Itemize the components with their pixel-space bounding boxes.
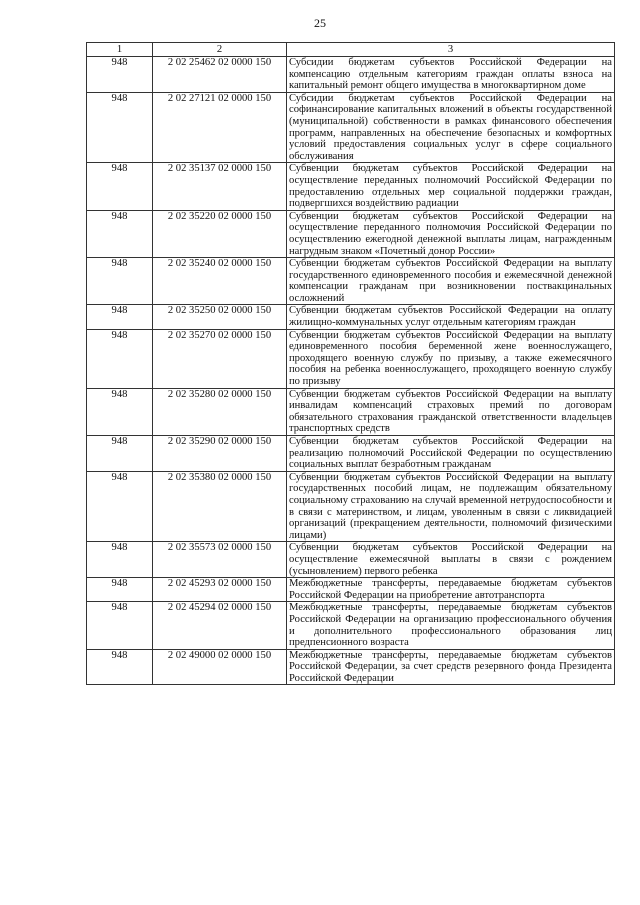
admin-code-cell: 948 bbox=[87, 92, 153, 163]
budget-code-cell: 2 02 35220 02 0000 150 bbox=[153, 210, 287, 257]
admin-code-cell: 948 bbox=[87, 471, 153, 542]
budget-code-cell: 2 02 35573 02 0000 150 bbox=[153, 542, 287, 578]
table-row bbox=[87, 471, 615, 542]
revenue-name-cell: Межбюджетные трансферты, передаваемые бюджетам субъектов Российской Федерации на приобретение автотранспорта bbox=[287, 578, 615, 602]
admin-code-cell: 948 bbox=[87, 436, 153, 472]
admin-code-cell: 948 bbox=[87, 578, 153, 602]
revenue-name-cell: Субвенции бюджетам субъектов Российской Федерации на выплату единовременного пособия беременной жене военнослужащего, проходящего военную службу по призыву, а также ежемесячного пособия на ребенка военнослужащего, проходящего военную службу по призыву bbox=[287, 329, 615, 388]
admin-code-cell: 948 bbox=[87, 649, 153, 685]
revenue-name-cell: Межбюджетные трансферты, передаваемые бюджетам субъектов Российской Федерации на организацию профессионального обучения и дополнительного профессионального образования лиц предпенсионного возраста bbox=[287, 602, 615, 649]
revenue-name-cell: Субвенции бюджетам субъектов Российской Федерации на выплату государственного единовременного пособия и ежемесячной денежной компенсации гражданам при возникновении поствакцинальных осложнений bbox=[287, 258, 615, 305]
budget-code-cell: 2 02 27121 02 0000 150 bbox=[153, 92, 287, 163]
revenue-name-cell: Субвенции бюджетам субъектов Российской Федерации на реализацию полномочий Российской Федерации по осуществлению социальных выплат безработным гражданам bbox=[287, 436, 615, 472]
revenue-name-cell: Субвенции бюджетам субъектов Российской Федерации на осуществление ежемесячной выплаты в связи с рождением (усыновлением) первого ребенка bbox=[287, 542, 615, 578]
admin-code-cell: 948 bbox=[87, 388, 153, 435]
budget-codes-table bbox=[86, 42, 615, 685]
table-row bbox=[87, 578, 615, 602]
admin-code-cell: 948 bbox=[87, 57, 153, 93]
table-row bbox=[87, 57, 615, 93]
revenue-name-cell: Субвенции бюджетам субъектов Российской Федерации на выплату государственных пособий лицам, не подлежащим обязательному социальному страхованию на случай временной нетрудоспособности и в связи с материнством, и лицам, уволенным в связи с ликвидацией организаций (прекращением деятельности, полномочий физическими лицами) bbox=[287, 471, 615, 542]
table-row bbox=[87, 329, 615, 388]
budget-code-cell: 2 02 25462 02 0000 150 bbox=[153, 57, 287, 93]
table-header-row bbox=[87, 43, 615, 57]
revenue-name-cell: Субвенции бюджетам субъектов Российской Федерации на оплату жилищно-коммунальных услуг отдельным категориям граждан bbox=[287, 305, 615, 329]
budget-code-cell: 2 02 35270 02 0000 150 bbox=[153, 329, 287, 388]
table-row bbox=[87, 388, 615, 435]
table-row bbox=[87, 602, 615, 649]
admin-code-cell: 948 bbox=[87, 542, 153, 578]
revenue-name-cell: Субвенции бюджетам субъектов Российской Федерации на осуществление переданного полномочия Российской Федерации по осуществлению ежегодной денежной выплаты лицам, награжденным нагрудным знаком «Почетный донор России» bbox=[287, 210, 615, 257]
admin-code-cell: 948 bbox=[87, 602, 153, 649]
column-header-2: 2 bbox=[153, 43, 287, 57]
column-header-3: 3 bbox=[287, 43, 615, 57]
revenue-name-cell: Субсидии бюджетам субъектов Российской Федерации на компенсацию отдельным категориям граждан оплаты взноса на капитальный ремонт общего имущества в многоквартирном доме bbox=[287, 57, 615, 93]
revenue-name-cell: Субсидии бюджетам субъектов Российской Федерации на софинансирование капитальных вложений в объекты государственной (муниципальной) собственности в рамках финансового обеспечения программ, направленных на обеспечение безопасных и комфортных условий предоставления социальных услуг в сфере социального обслуживания bbox=[287, 92, 615, 163]
table-row bbox=[87, 649, 615, 685]
budget-code-cell: 2 02 35137 02 0000 150 bbox=[153, 163, 287, 210]
budget-code-cell: 2 02 35240 02 0000 150 bbox=[153, 258, 287, 305]
revenue-name-cell: Субвенции бюджетам субъектов Российской Федерации на осуществление переданных полномочий Российской Федерации по предоставлению отдельных мер социальной поддержки граждан, подвергшихся воздействию радиации bbox=[287, 163, 615, 210]
table-row bbox=[87, 305, 615, 329]
budget-code-cell: 2 02 35290 02 0000 150 bbox=[153, 436, 287, 472]
budget-code-cell: 2 02 35250 02 0000 150 bbox=[153, 305, 287, 329]
page-number: 25 bbox=[314, 16, 326, 30]
budget-code-cell: 2 02 35380 02 0000 150 bbox=[153, 471, 287, 542]
admin-code-cell: 948 bbox=[87, 163, 153, 210]
budget-code-cell: 2 02 45293 02 0000 150 bbox=[153, 578, 287, 602]
table-row bbox=[87, 92, 615, 163]
revenue-name-cell: Субвенции бюджетам субъектов Российской Федерации на выплату инвалидам компенсаций страховых премий по договорам обязательного страхования гражданской ответственности владельцев транспортных средств bbox=[287, 388, 615, 435]
table-row bbox=[87, 163, 615, 210]
budget-code-cell: 2 02 35280 02 0000 150 bbox=[153, 388, 287, 435]
column-header-1: 1 bbox=[87, 43, 153, 57]
revenue-name-cell: Межбюджетные трансферты, передаваемые бюджетам субъектов Российской Федерации, за счет средств резервного фонда Президента Российской Федерации bbox=[287, 649, 615, 685]
admin-code-cell: 948 bbox=[87, 305, 153, 329]
budget-code-cell: 2 02 45294 02 0000 150 bbox=[153, 602, 287, 649]
admin-code-cell: 948 bbox=[87, 258, 153, 305]
admin-code-cell: 948 bbox=[87, 329, 153, 388]
table-row bbox=[87, 436, 615, 472]
table-row bbox=[87, 258, 615, 305]
budget-code-cell: 2 02 49000 02 0000 150 bbox=[153, 649, 287, 685]
table-row bbox=[87, 210, 615, 257]
admin-code-cell: 948 bbox=[87, 210, 153, 257]
table-row bbox=[87, 542, 615, 578]
